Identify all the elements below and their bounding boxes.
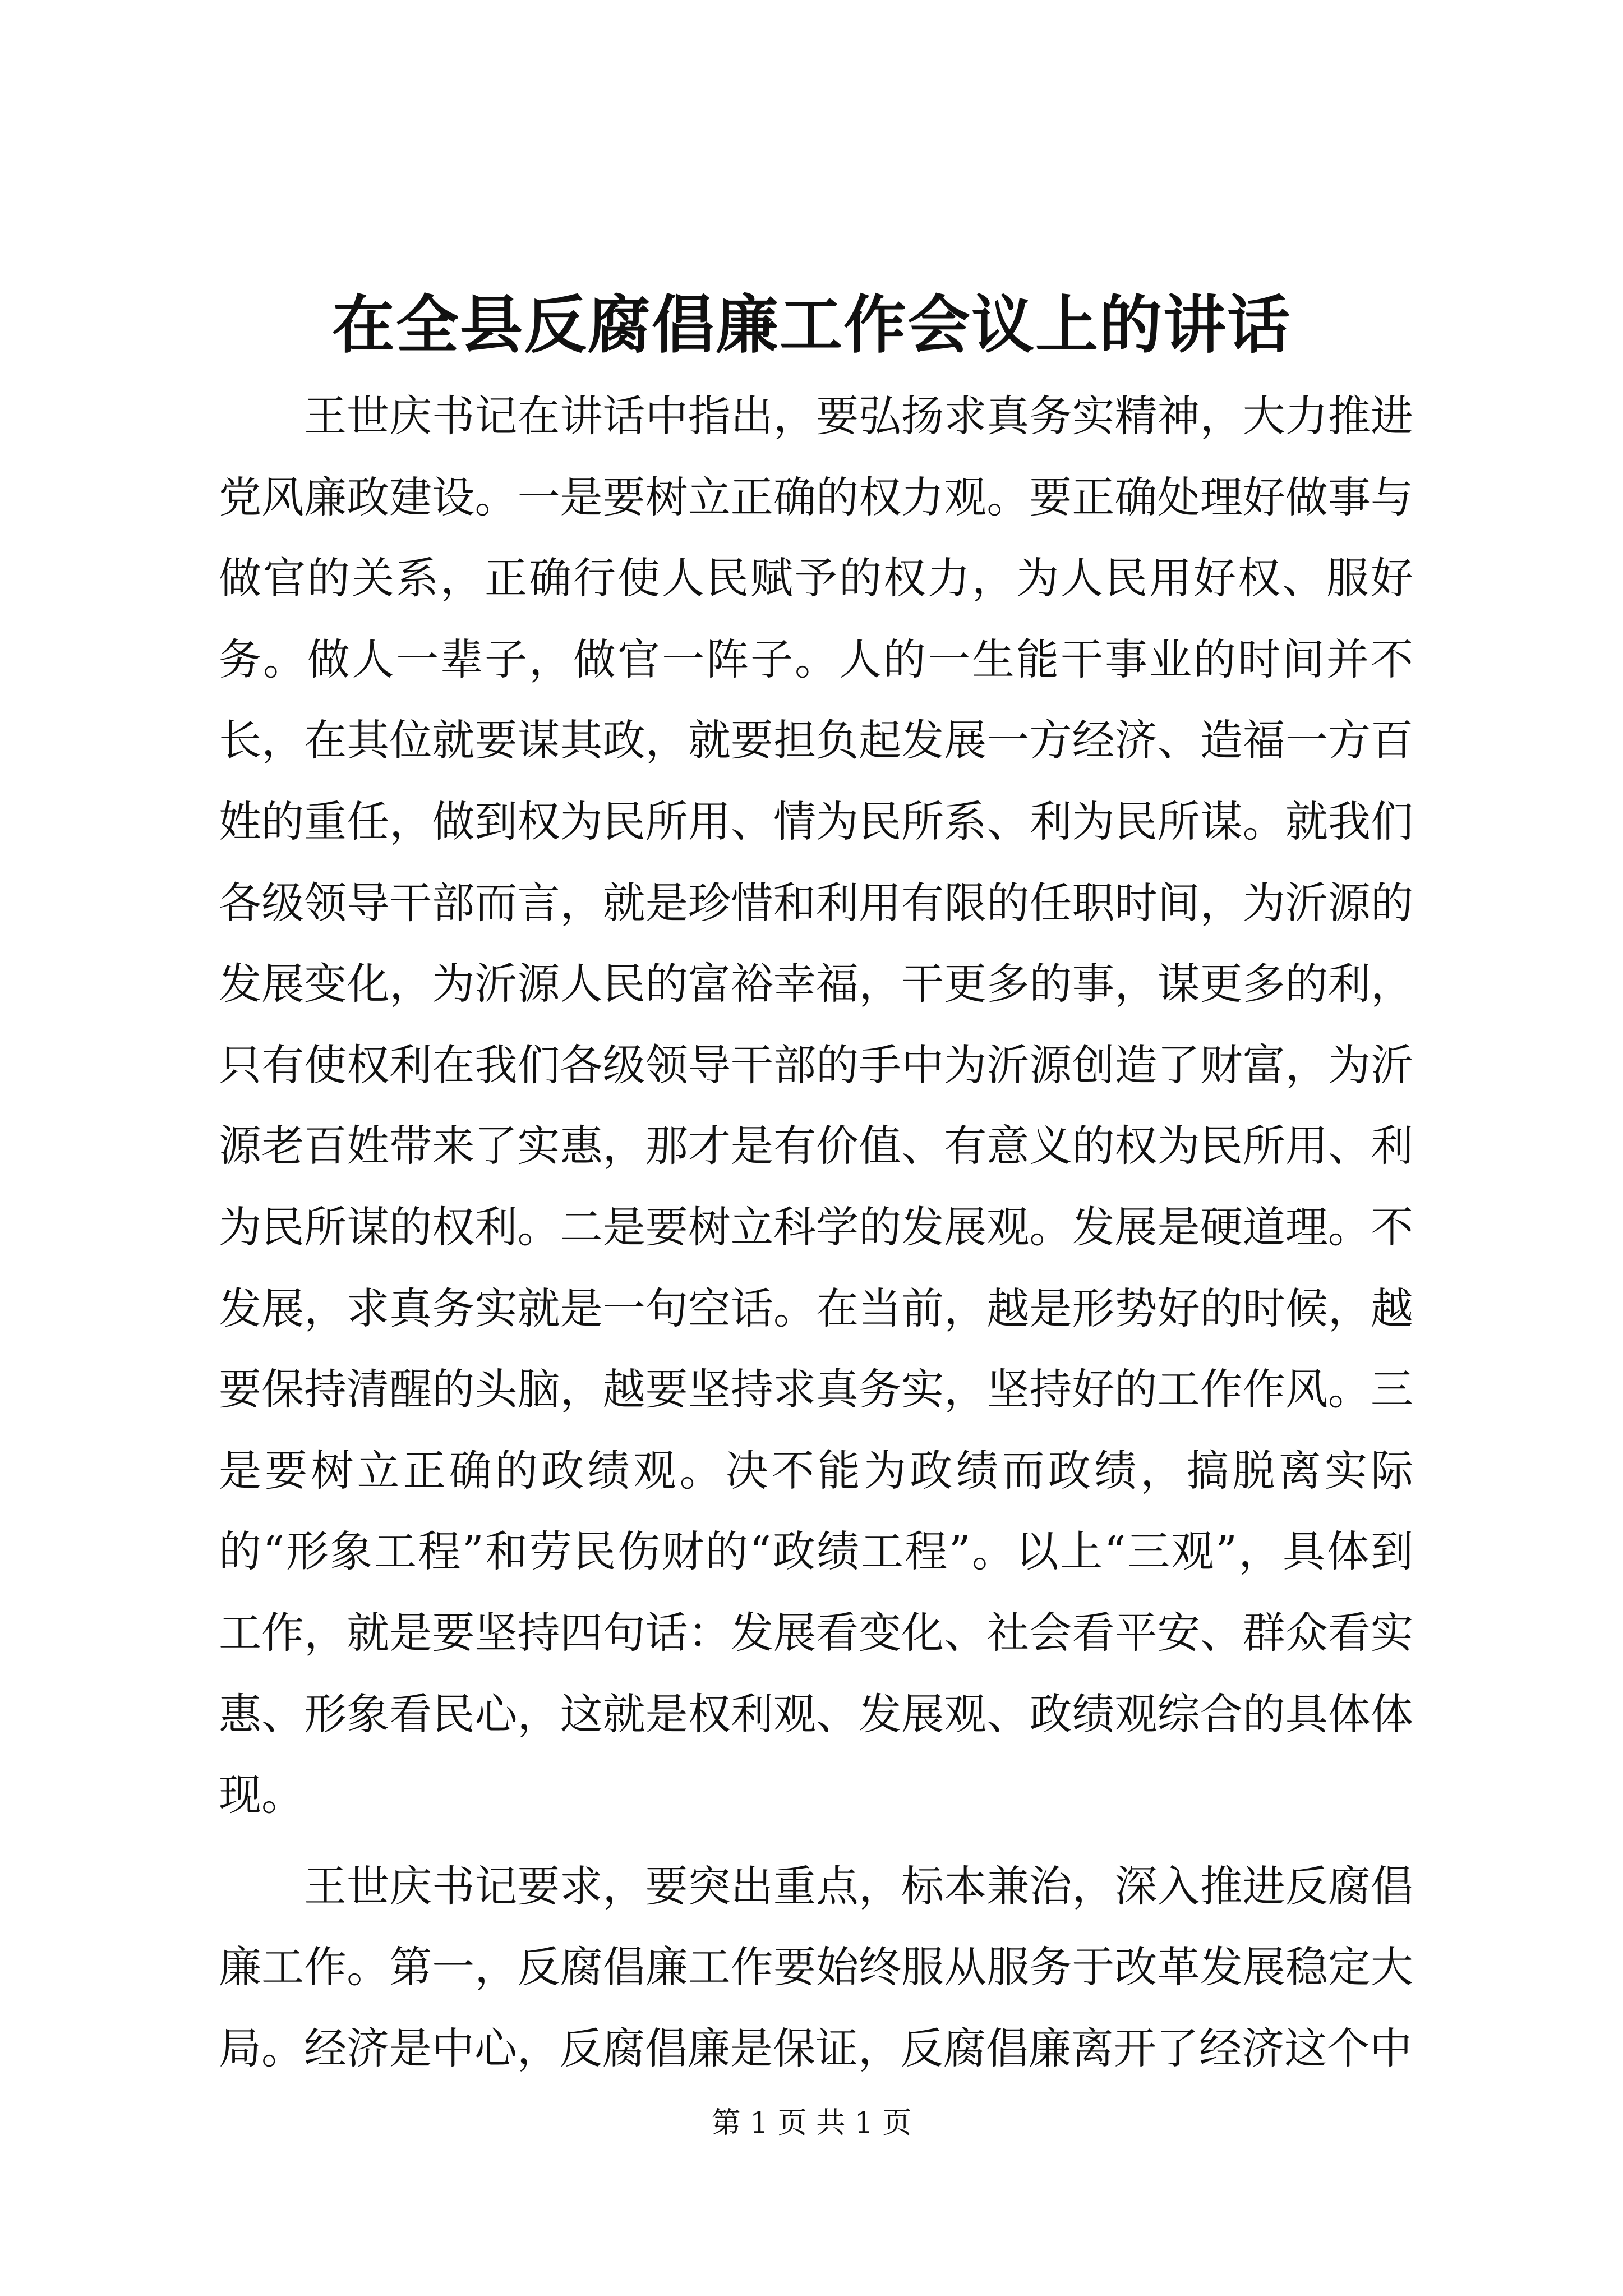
page-footer: 第 1 页 共 1 页 xyxy=(711,2106,912,2140)
document-title: 在全县反腐倡廉工作会议上的讲话 xyxy=(332,288,1291,362)
document-body xyxy=(219,376,1413,2099)
paragraph-2: 王世庆书记要求，要突出重点，标本兼治，深入推进反腐倡廉工作。第一，反腐倡廉工作要始终服从服务于改革发展稳定大局。经济是中心，反腐倡廉是保证，反腐倡廉离开了经济这个中 xyxy=(219,1861,1413,2073)
paragraph-1: 王世庆书记在讲话中指出，要弘扬求真务实精神，大力推进党风廉政建设。一是要树立正确的权力观。要正确处理好做事与做官的关系，正确行使人民赋予的权力，为人民用好权、服好务。做人一辈子，做官一阵子。人的一生能干事业的时间并不长，在其位就要谋其政，就要担负起发展一方经济、造福一方百姓的重任，做到权为民所用、情为民所系、利为民所谋。就我们各级领导干部而言，就是珍惜和利用有限的任职时间，为沂源的发展变化，为沂源人民的富裕幸福，干更多的事，谋更多的利，只有使权利在我们各级领导干部的手中为沂源创造了财富，为沂源老百姓带来了实惠，那才是有价值、有意义的权为民所用、利为民所谋的权利。二是要树立科学的发展观。发展是硬道理。不发展，求真务实就是一句空话。在当前，越是形势好的时候，越要保持清醒的头脑，越要坚持求真务实，坚持好的工作作风。三是要树立正确的政绩观。决不能为政绩而政绩，搞脱离实际的“形象工程”和劳民伤财的“政绩工程”。以上“三观”，具体到工作，就是要坚持四句话：发展看变化、社会看平安、群众看实惠、形象看民心，这就是权利观、发展观、政绩观综合的具体体现。 xyxy=(219,391,1413,1820)
